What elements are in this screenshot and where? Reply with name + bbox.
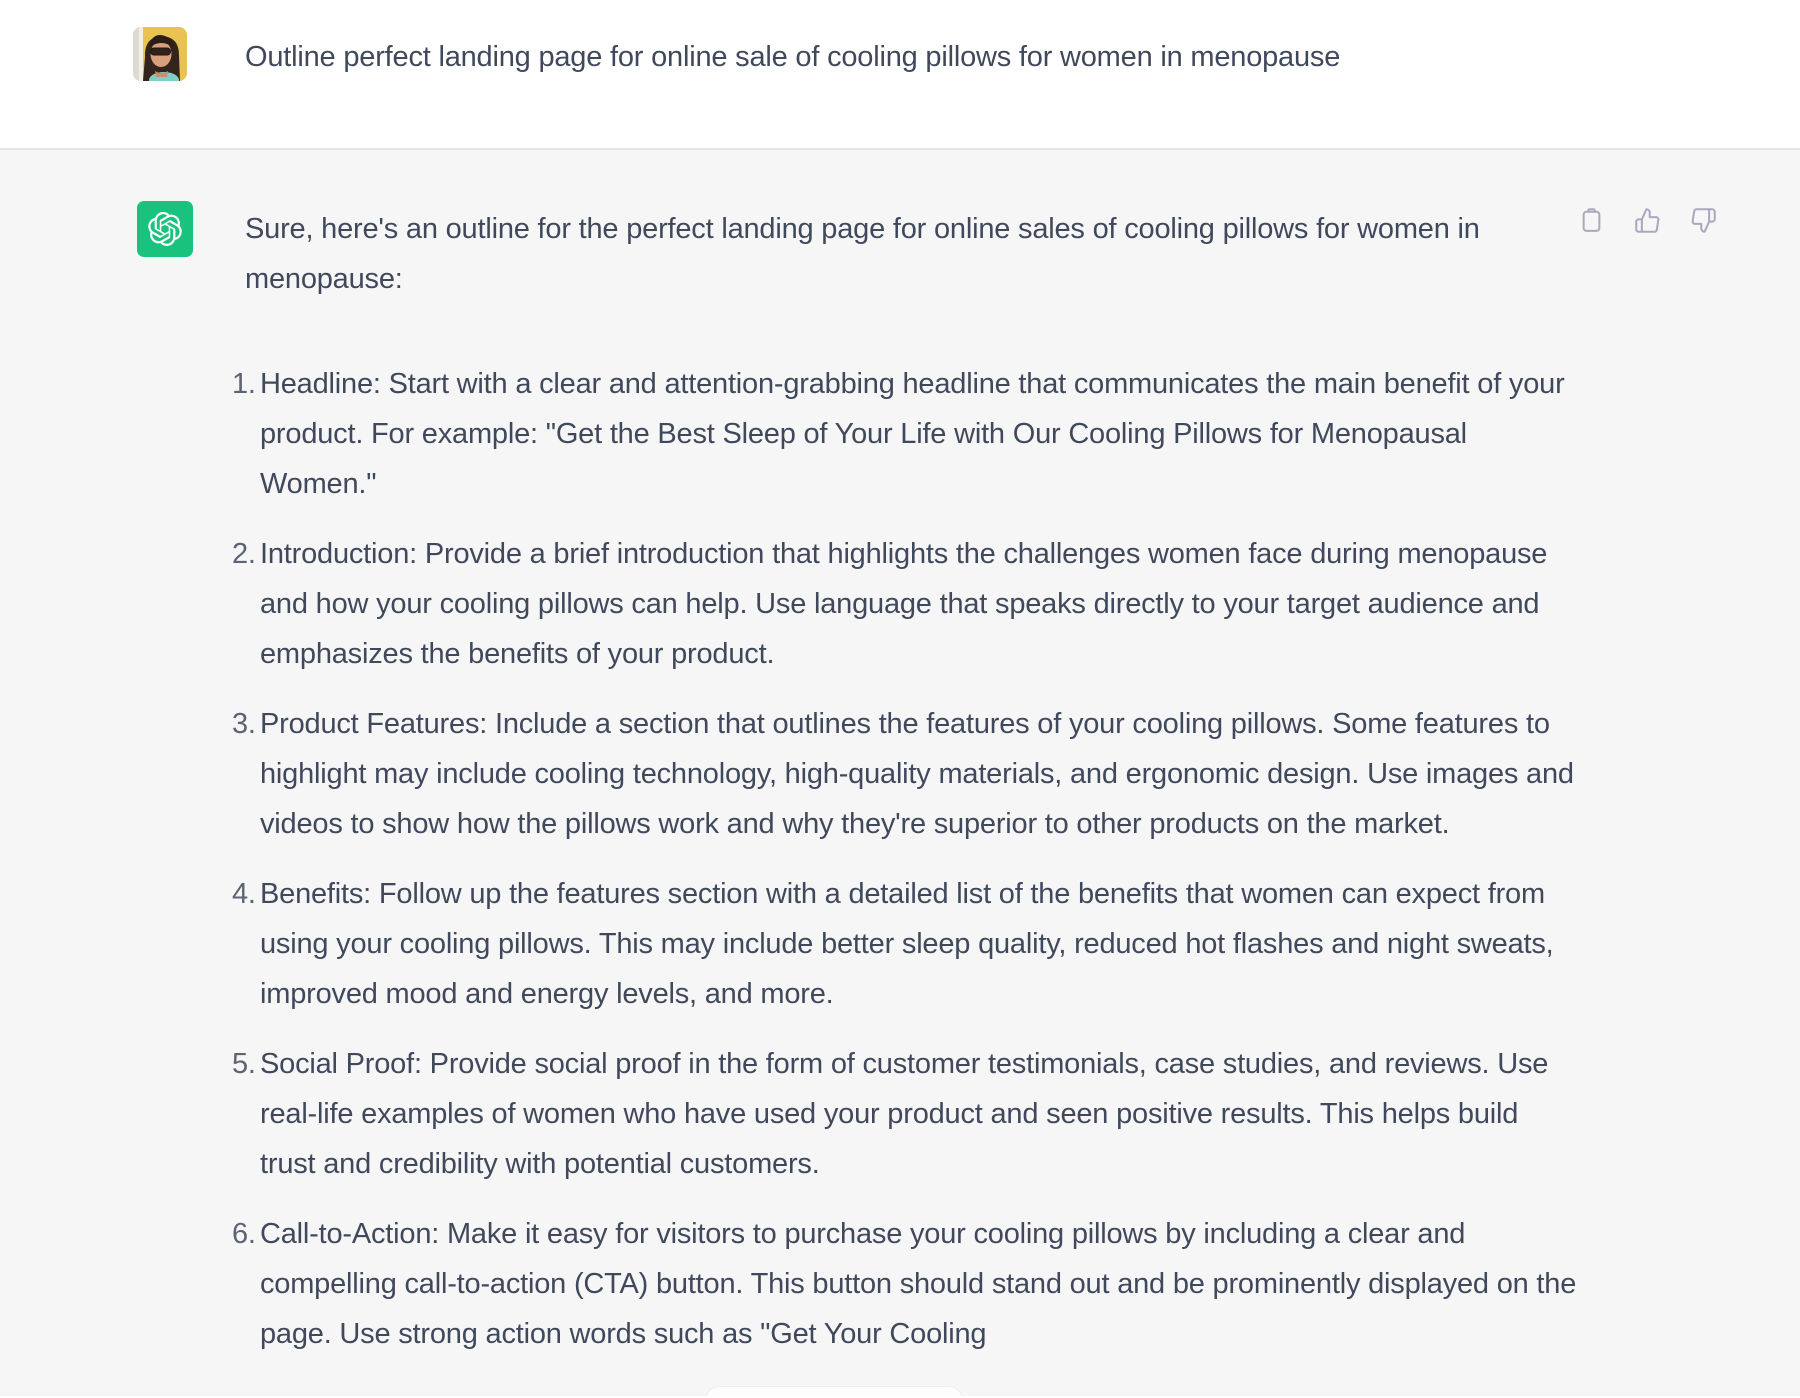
thumbs-up-icon <box>1634 207 1661 234</box>
list-item-number: 1. <box>232 368 256 400</box>
message-actions <box>1578 207 1717 234</box>
list-item-text: Introduction: Provide a brief introduction that highlights the challenges women face during menopause and how your cooling pillows can help. Use language that speaks directly to your target audience and emphasizes the benefits of your product. <box>260 538 1548 670</box>
list-item <box>232 699 1580 849</box>
copy-button[interactable] <box>1578 207 1605 234</box>
assistant-message-content <box>232 204 1580 1379</box>
floating-button-partial[interactable] <box>705 1386 963 1396</box>
list-item-number: 3. <box>232 708 256 740</box>
list-item <box>232 359 1580 509</box>
list-item-text: Headline: Start with a clear and attention-grabbing headline that communicates the main benefit of your product. For example: "Get the Best Sleep of Your Life with Our Cooling Pillows for Menopausal Women." <box>260 368 1565 500</box>
list-item <box>232 529 1580 679</box>
clipboard-icon <box>1578 207 1605 234</box>
user-avatar <box>133 27 187 81</box>
thumbs-up-button[interactable] <box>1634 207 1661 234</box>
list-item-text: Social Proof: Provide social proof in the form of customer testimonials, case studies, and reviews. Use real-life examples of women who have used your product and seen positive results. This helps build trust and credibility with potential customers. <box>260 1048 1549 1180</box>
user-message-row <box>0 0 1800 150</box>
list-item-number: 6. <box>232 1218 256 1250</box>
thumbs-down-button[interactable] <box>1690 207 1717 234</box>
user-message-text: Outline perfect landing page for online sale of cooling pillows for women in menopause <box>245 41 1341 73</box>
list-item-number: 4. <box>232 878 256 910</box>
assistant-intro-paragraph: Sure, here's an outline for the perfect landing page for online sales of cooling pillows for women in menopause: <box>245 213 1480 295</box>
list-item <box>232 1209 1580 1359</box>
list-item-number: 2. <box>232 538 256 570</box>
assistant-message-row <box>0 150 1800 1396</box>
thumbs-down-icon <box>1690 207 1717 234</box>
list-item-number: 5. <box>232 1048 256 1080</box>
user-avatar-image <box>133 27 187 81</box>
list-item <box>232 1039 1580 1189</box>
list-item-text: Benefits: Follow up the features section with a detailed list of the benefits that women can expect from using your cooling pillows. This may include better sleep quality, reduced hot flashes and night sweats, improved mood and energy levels, and more. <box>260 878 1554 1010</box>
openai-logo-icon <box>148 212 182 246</box>
list-item <box>232 869 1580 1019</box>
list-item-text: Call-to-Action: Make it easy for visitors to purchase your cooling pillows by including a clear and compelling call-to-action (CTA) button. This button should stand out and be prominently displayed on the page. Use strong action words such as "Get Your Cooling <box>260 1218 1577 1350</box>
chatgpt-logo <box>137 201 193 257</box>
list-item-text: Product Features: Include a section that outlines the features of your cooling pillows. Some features to highlight may include cooling technology, high-quality materials, and ergonomic design. Use images and videos to show how the pillows work and why they're superior to other products on the market. <box>260 708 1574 840</box>
outline-list <box>232 359 1580 1359</box>
